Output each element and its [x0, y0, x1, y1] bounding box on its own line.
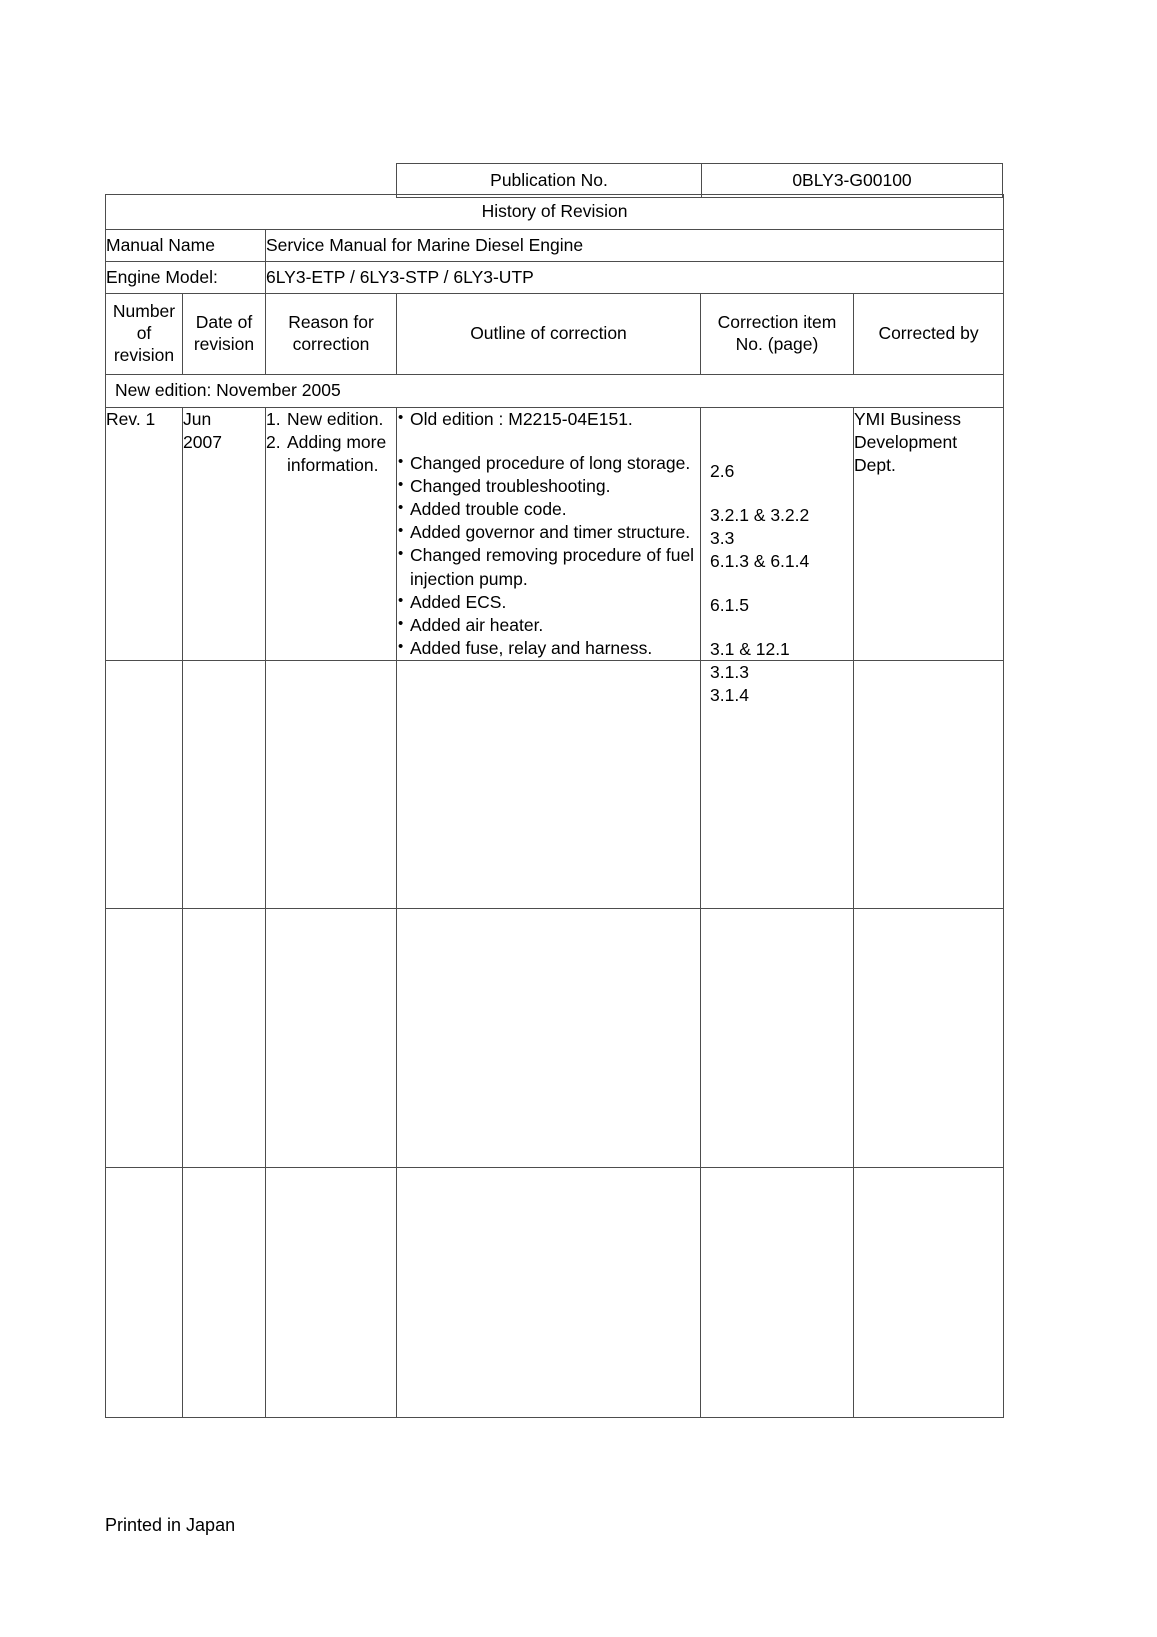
- cell-revision-date: [183, 660, 266, 908]
- cell-outline-of-correction: [397, 908, 701, 1167]
- reason-text: Adding more information.: [287, 432, 387, 476]
- date-line: Jun: [183, 409, 212, 429]
- header-line: correction: [292, 334, 370, 354]
- manual-name-label: Manual Name: [106, 230, 266, 262]
- cell-reason-for-correction: [266, 908, 397, 1167]
- correction-item: 6.1.5: [710, 595, 749, 615]
- cell-corrected-by: [854, 660, 1004, 908]
- history-of-revision-table: [105, 194, 1004, 1418]
- cell-revision-date: [183, 408, 266, 661]
- correction-item: 6.1.3 & 6.1.4: [710, 551, 810, 571]
- outline-item: • Added trouble code.: [397, 498, 700, 521]
- manual-name-value: Service Manual for Marine Diesel Engine: [266, 230, 1004, 262]
- cell-revision-date: [183, 1167, 266, 1417]
- header-line: Date of: [195, 312, 253, 333]
- publication-no-value: 0BLY3-G00100: [792, 170, 912, 190]
- correction-item: 3.1 & 12.1: [710, 639, 790, 659]
- date-line: 2007: [183, 432, 222, 453]
- table-title-row: [106, 195, 1004, 230]
- header-line: of: [136, 323, 152, 344]
- outline-item: • Changed troubleshooting.: [397, 475, 700, 498]
- header-line: revision: [193, 334, 255, 354]
- column-header-corrected-by: Corrected by: [854, 294, 1004, 375]
- column-header-correction-item-no: [701, 294, 854, 375]
- reason-number: 2.: [266, 432, 281, 453]
- header-line: Correction item: [717, 312, 837, 333]
- column-header-reason-for-correction: [266, 294, 397, 375]
- column-header-date-of-revision: [183, 294, 266, 375]
- outline-item: • Added ECS.: [397, 591, 700, 614]
- cell-correction-item-no: [701, 1167, 854, 1417]
- outline-item: • Added fuse, relay and harness.: [397, 637, 700, 660]
- header-line: Number: [112, 301, 176, 322]
- engine-model-value: 6LY3-ETP / 6LY3-STP / 6LY3-UTP: [266, 262, 1004, 294]
- new-edition-row: [106, 375, 1004, 408]
- column-header-row: [106, 294, 1004, 375]
- manual-name-row: [106, 230, 1004, 262]
- outline-item: • Changed procedure of long storage.: [397, 452, 700, 475]
- cell-outline-of-correction: [397, 1167, 701, 1417]
- table-row-empty: [106, 908, 1004, 1167]
- correction-item: 3.3: [710, 528, 735, 548]
- table-row: [106, 408, 1004, 661]
- page-title: History of Revision: [106, 195, 1004, 230]
- cell-reason-for-correction: [266, 408, 397, 661]
- correction-item: 3.1.3: [710, 662, 749, 682]
- reason-text: New edition.: [287, 409, 384, 429]
- outline-item: • Changed removing procedure of fuel injection pump.: [397, 544, 700, 590]
- engine-model-row: [106, 262, 1004, 294]
- cell-revision-number: [106, 660, 183, 908]
- cell-outline-of-correction: [397, 660, 701, 908]
- table-row-empty: [106, 660, 1004, 908]
- cell-revision-number: [106, 1167, 183, 1417]
- reason-list: [266, 408, 396, 477]
- cell-correction-item-no: [701, 408, 854, 705]
- footer-text: Printed in Japan: [105, 1515, 236, 1535]
- outline-item: • Old edition : M2215-04E151.: [397, 408, 700, 431]
- cell-revision-number: [106, 908, 183, 1167]
- cell-correction-item-no: [701, 908, 854, 1167]
- outline-item: • Added governor and timer structure.: [397, 521, 700, 544]
- corrected-by-line: Dept.: [854, 455, 896, 476]
- reason-item: [266, 431, 396, 477]
- publication-bar: [396, 163, 1003, 198]
- header-line: No. (page): [735, 334, 819, 354]
- outline-list: [397, 408, 700, 660]
- table-row-empty: [106, 1167, 1004, 1417]
- engine-model-label: Engine Model:: [106, 262, 266, 294]
- cell-reason-for-correction: [266, 660, 397, 908]
- cell-corrected-by: [854, 1167, 1004, 1417]
- header-line: revision: [113, 344, 175, 365]
- correction-item: 2.6: [710, 461, 735, 481]
- reason-number: 1.: [266, 409, 281, 429]
- column-header-number-of-revision: [106, 294, 183, 375]
- cell-corrected-by: [854, 408, 1004, 661]
- correction-item: 3.1.4: [710, 685, 749, 705]
- corrected-by-line: Development: [854, 432, 958, 453]
- reason-item: [266, 408, 396, 431]
- correction-item: 3.2.1 & 3.2.2: [710, 505, 810, 525]
- cell-corrected-by: [854, 908, 1004, 1167]
- new-edition-text: New edition: November 2005: [106, 375, 1004, 408]
- cell-reason-for-correction: [266, 1167, 397, 1417]
- column-header-outline-of-correction: Outline of correction: [397, 294, 701, 375]
- cell-revision-number: Rev. 1: [106, 408, 183, 661]
- corrected-by-line: YMI Business: [854, 409, 961, 429]
- header-line: Reason for: [288, 312, 374, 333]
- cell-revision-date: [183, 908, 266, 1167]
- outline-item: • Added air heater.: [397, 614, 700, 637]
- cell-outline-of-correction: [397, 408, 701, 661]
- publication-no-label: Publication No.: [397, 164, 702, 197]
